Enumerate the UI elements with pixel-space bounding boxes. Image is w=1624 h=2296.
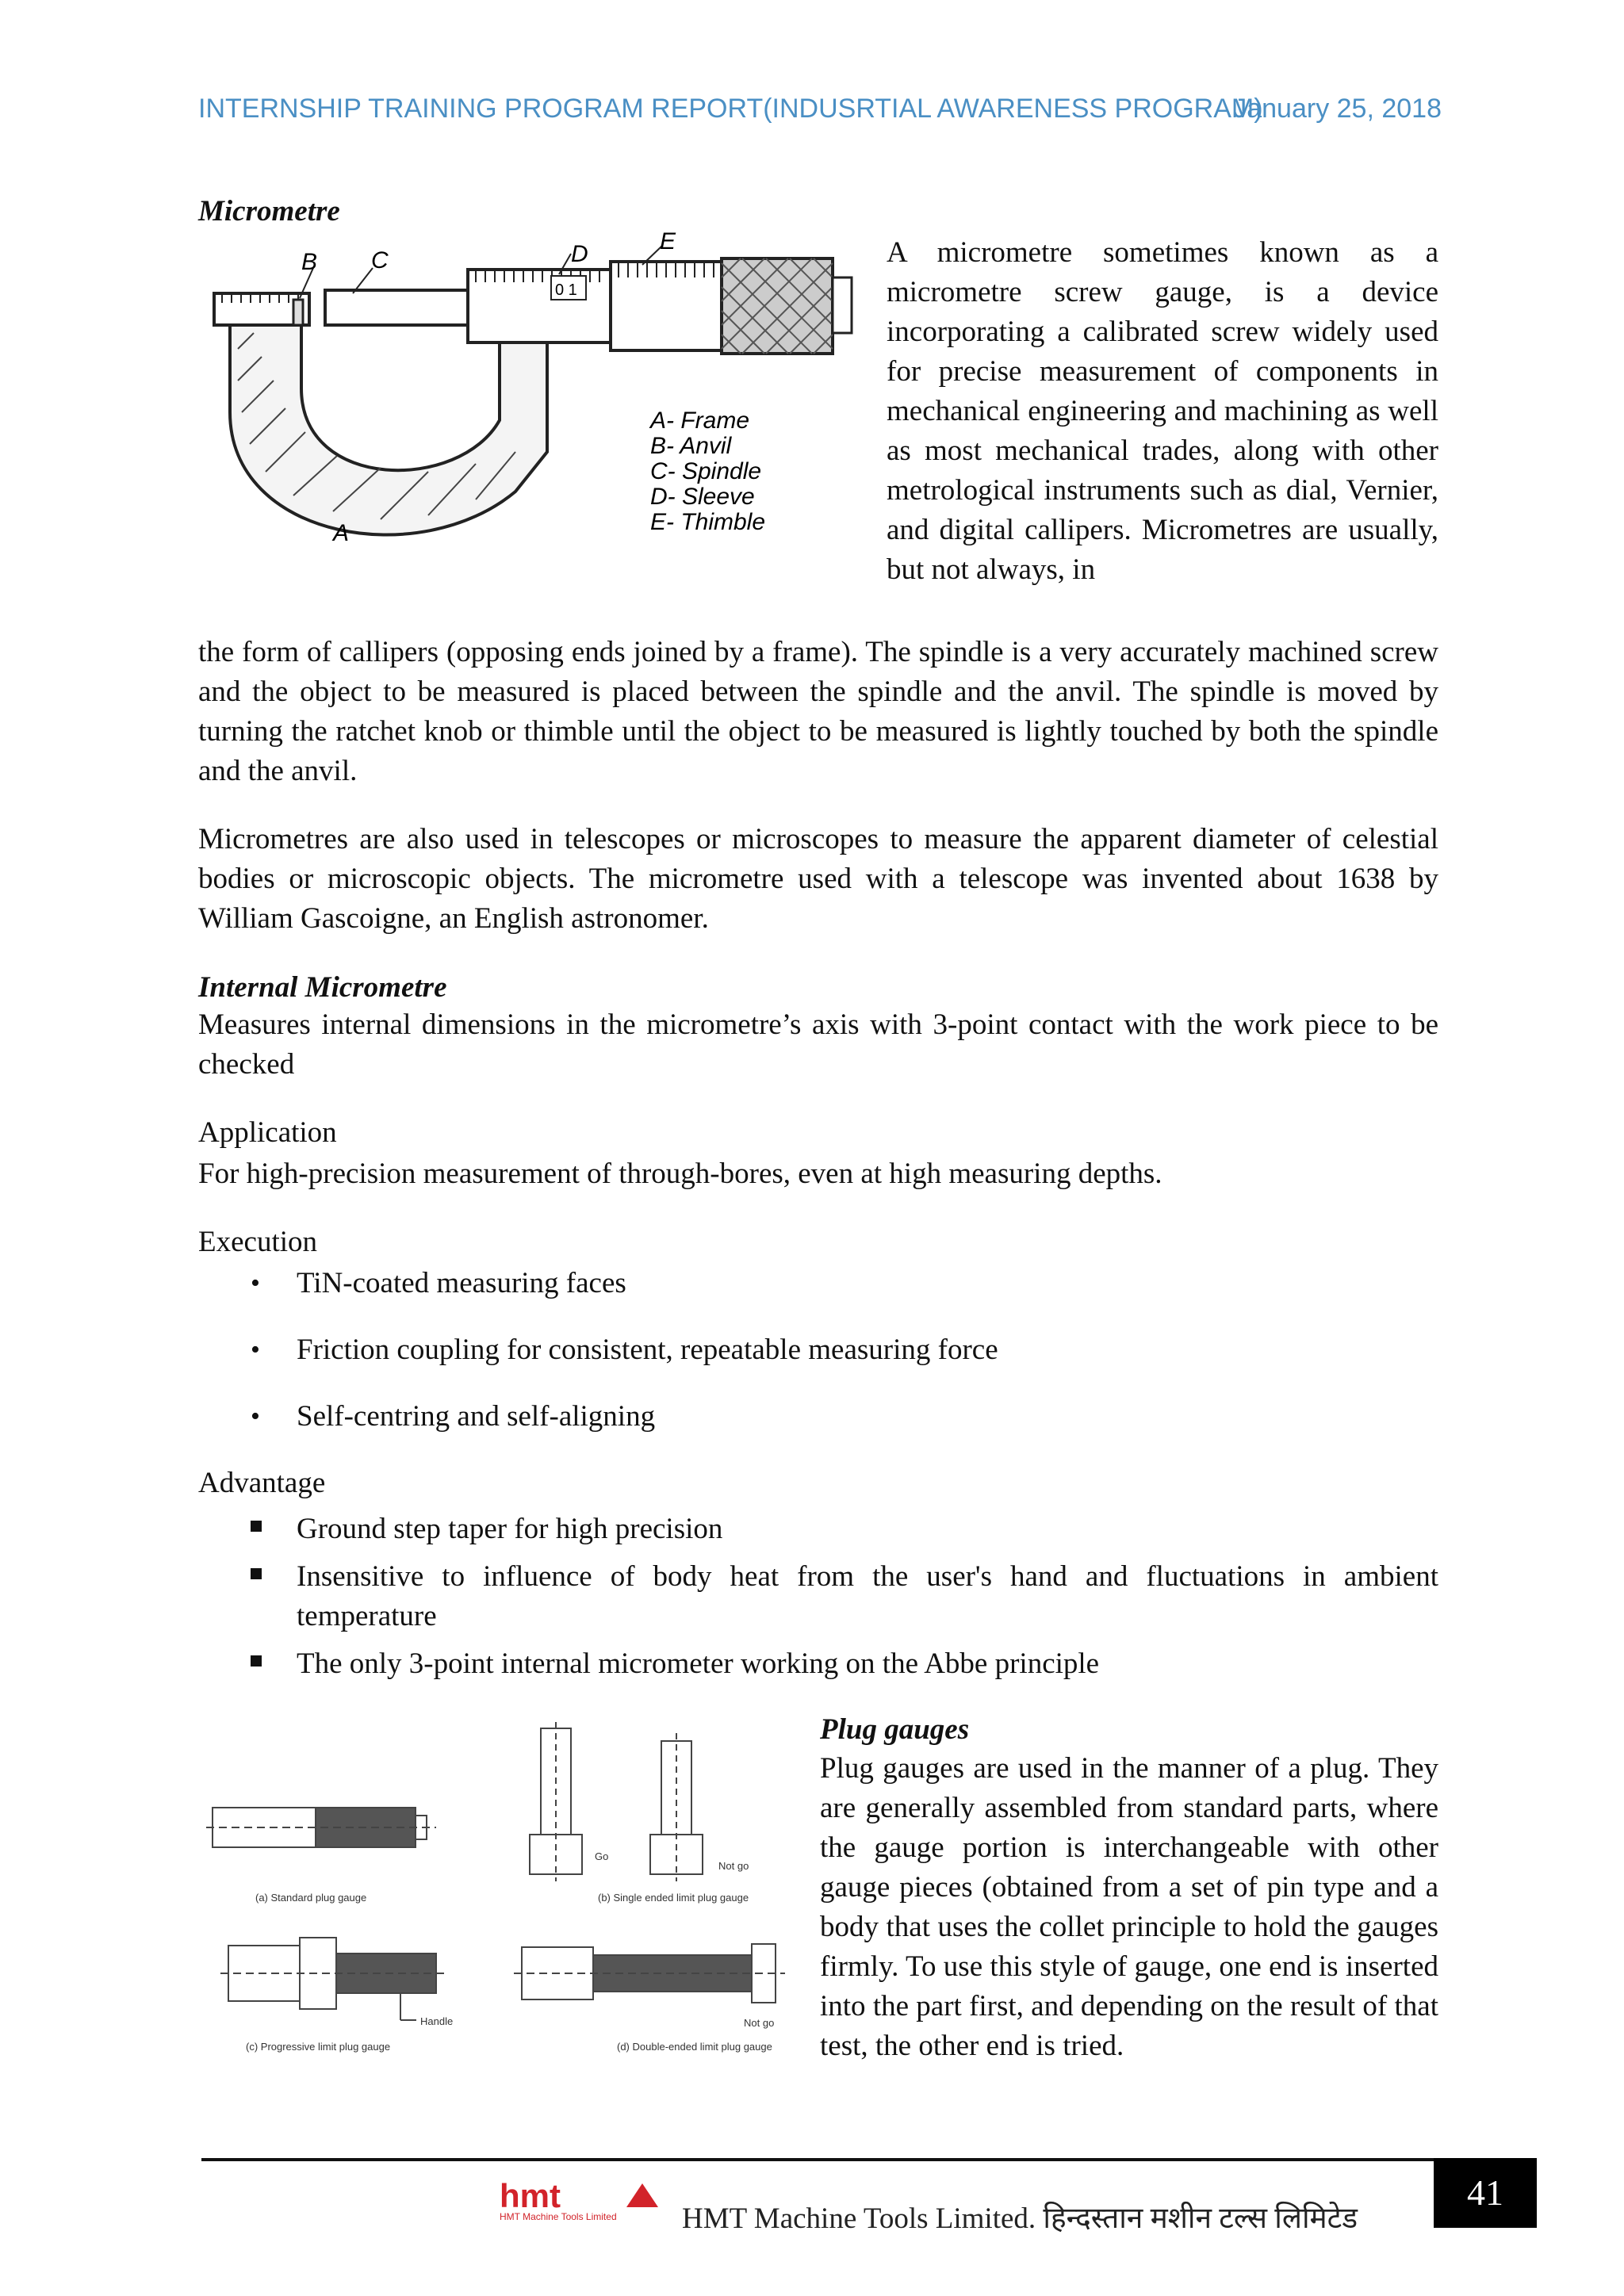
caption-a: (a) Standard plug gauge	[255, 1892, 367, 1904]
legend-sleeve: D- Sleeve	[650, 484, 755, 510]
plug-gauges-diagram	[198, 1719, 801, 2068]
header-date: January 25, 2018	[1233, 94, 1442, 124]
logo-sub: HMT Machine Tools Limited	[500, 2211, 617, 2221]
footer-text: HMT Machine Tools Limited. हिन्दस्तान मशीन टल्स लिमिटेड	[682, 2202, 1358, 2235]
hmt-logo	[500, 2179, 682, 2221]
label-d: D	[571, 241, 588, 267]
caption-c: (c) Progressive limit plug gauge	[246, 2041, 391, 2053]
micrometre-intro-text: A micrometre sometimes known as a micrometre screw gauge, is a device incorporating a calibrated screw widely used for precise measurement of components in mechanical engineering and machining as well as most mechanical trades, along with other metrological instruments such as dial, Vernier, and digital callipers. Micrometres are usually, but not always, in	[887, 236, 1438, 586]
scale-label: 0 1	[555, 281, 577, 299]
micrometre-continued-text: the form of callipers (opposing ends joined by a frame). The spindle is a very accurately machined screw and the object to be measured is placed between the spindle and the anvil. The spindle is moved by turning the ratchet knob or thimble until the object to be measured is lightly touched by both the spindle and the anvil.	[198, 636, 1438, 787]
list-item: Insensitive to influence of body heat from the user's hand and fluctuations in ambient temperature	[198, 1557, 1438, 1636]
caption-d: (d) Double-ended limit plug gauge	[617, 2041, 772, 2053]
legend-thimble: E- Thimble	[650, 509, 766, 535]
legend-spindle: C- Spindle	[650, 458, 762, 484]
micrometre-telescope-text: Micrometres are also used in telescopes or microscopes to measure the apparent diameter of celestial bodies or microscopic objects. The micrometre used with a telescope was invented about 1638 by William Gascoigne, an English astronomer.	[198, 823, 1438, 935]
label-handle: Handle	[420, 2015, 454, 2027]
label-b: B	[301, 249, 318, 275]
list-item: Ground step taper for high precision	[198, 1510, 1438, 1549]
micrometer-diagram	[198, 230, 864, 579]
execution-label: Execution	[198, 1226, 318, 1258]
application-text: For high-precision measurement of through-bores, even at high measuring depths.	[198, 1158, 1162, 1190]
page-header	[198, 94, 1442, 133]
list-item: • Self-centring and self-aligning	[198, 1397, 1438, 1437]
label-a: A	[333, 520, 350, 546]
header-title: INTERNSHIP TRAINING PROGRAM REPORT(INDUSRTIAL AWARENESS PROGRAM)	[198, 94, 1263, 124]
list-item: • Friction coupling for consistent, repeatable measuring force	[198, 1330, 1438, 1370]
footer-rule	[201, 2158, 1473, 2161]
legend-anvil: B- Anvil	[650, 433, 732, 459]
execution-list	[198, 1264, 1438, 1437]
label-e: E	[660, 230, 676, 254]
plug-gauges-heading: Plug gauges	[820, 1713, 970, 1746]
label-not-go-2: Not go	[744, 2017, 775, 2029]
plug-gauges-text: Plug gauges are used in the manner of a plug. They are generally assembled from standard parts, where the gauge portion is interchangeable with other gauge pieces (obtained from a set of pin type and a body that uses the collet principle to hold the gauges firmly. To use this style of gauge, one end is inserted into the part first, and depending on the result of that test, the other end is tried.	[820, 1752, 1438, 2062]
label-c: C	[371, 247, 389, 274]
micrometre-heading: Micrometre	[198, 195, 340, 228]
application-label: Application	[198, 1116, 337, 1149]
label-not-go: Not go	[718, 1860, 749, 1872]
list-item: • TiN-coated measuring faces	[198, 1264, 1438, 1303]
page-number: 41	[1434, 2158, 1537, 2228]
advantage-label: Advantage	[198, 1467, 326, 1499]
advantage-list	[198, 1510, 1438, 1684]
logo-text: hmt	[500, 2179, 561, 2214]
caption-b: (b) Single ended limit plug gauge	[598, 1892, 749, 1904]
list-item: The only 3-point internal micrometer working on the Abbe principle	[198, 1644, 1438, 1684]
internal-micrometre-desc: Measures internal dimensions in the micrometre’s axis with 3-point contact with the work piece to be checked	[198, 1008, 1438, 1081]
legend-frame: A- Frame	[650, 408, 750, 434]
internal-micrometre-heading: Internal Micrometre	[198, 971, 447, 1004]
label-go: Go	[595, 1850, 609, 1862]
